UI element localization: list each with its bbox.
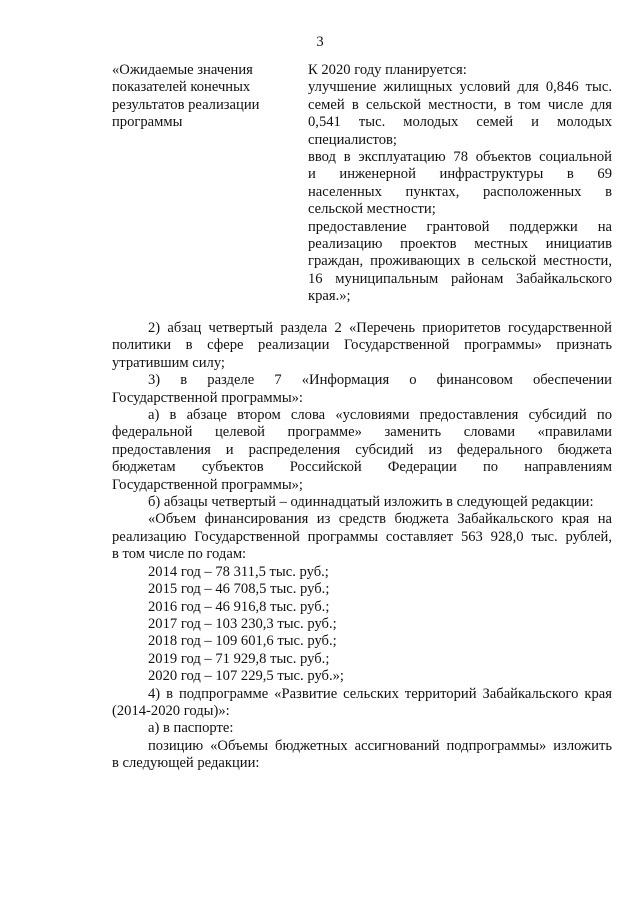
table-value-line: К 2020 году планируется: [308,62,467,78]
year-item: 2018 год – 109 601,6 тыс. руб.; [148,633,337,650]
table-value-line: граждан, проживающих в сельской местности, [308,253,612,270]
paragraph [112,372,612,407]
year-item: 2017 год – 103 230,3 тыс. руб.; [148,615,337,632]
table-value-line: предоставление грантовой поддержки на [308,218,612,235]
paragraph-line: а) в паспорте: [148,720,234,737]
paragraph [112,511,612,563]
table-value-line: населенных пунктах, расположенных в [308,183,612,200]
paragraph-line: политики в сфере реализации Государственной программы» признать [112,337,612,354]
paragraph-line: Государственной программы»: [112,389,303,406]
paragraph [112,738,612,773]
table-value-line: семей в сельской местности, в том числе для [308,96,612,113]
paragraph [112,686,612,721]
paragraph-line: «Объем финансирования из средств бюджета Забайкальского края на [148,511,612,528]
paragraph-line: федеральной целевой программе» заменить словами «правилами [112,424,612,441]
paragraph-line: в том числе по годам: [112,546,247,563]
table-value-line: специалистов; [308,131,397,148]
document-body [112,320,612,773]
paragraph [112,494,612,511]
year-list [112,564,612,686]
paragraph-line: позицию «Объемы бюджетных ассигнований подпрограммы» изложить [148,737,612,754]
year-item: 2016 год – 46 916,8 тыс. руб.; [148,598,330,615]
table-value-line: 16 муниципальным районам Забайкальского [308,270,612,287]
paragraph-line: утратившим силу; [112,354,225,371]
year-item: 2014 год – 78 311,5 тыс. руб.; [148,563,329,580]
table-value-line: края.»; [308,288,351,305]
table-value-line: сельской местности; [308,201,436,218]
table-value-line: улучшение жилищных условий для 0,846 тыс. [308,79,612,96]
paragraph-line: 4) в подпрограмме «Развитие сельских территорий Забайкальского края [148,685,612,702]
paragraph [112,320,612,372]
table-value-line: и инженерной инфраструктуры в 69 [308,166,612,183]
table-value-line: 0,541 тыс. молодых семей и молодых [308,114,612,131]
paragraph [112,407,612,494]
table-label-line: результатов реализации [112,96,260,113]
table-label-line: «Ожидаемые значения [112,62,253,78]
paragraph-line: 2) абзац четвертый раздела 2 «Перечень приоритетов государственной [148,320,612,336]
table-label-line: программы [112,114,183,131]
year-item: 2015 год – 46 708,5 тыс. руб.; [148,581,330,598]
paragraph-line: в следующей редакции: [112,755,260,772]
paragraph [112,720,612,737]
page-number: 3 [316,34,324,50]
year-item: 2020 год – 107 229,5 тыс. руб.»; [148,668,344,685]
paragraph-line: а) в абзаце втором слова «условиями предоставления субсидий по [148,407,612,424]
year-item: 2019 год – 71 929,8 тыс. руб.; [148,650,330,667]
table-label-cell [112,62,292,132]
paragraph-line: 3) в разделе 7 «Информация о финансовом обеспечении [148,372,612,389]
paragraph-line: (2014-2020 годы)»: [112,702,230,719]
table-label-line: показателей конечных [112,79,251,96]
paragraph-line: реализацию Государственной программы составляет 563 928,0 тыс. рублей, [112,528,612,545]
paragraph-line: предоставления и распределения субсидий из федерального бюджета [112,441,612,458]
paragraph-line: б) абзацы четвертый – одиннадцатый изложить в следующей редакции: [148,494,594,511]
paragraph-line: бюджетам субъектов Российской Федерации по направлениям [112,459,612,476]
table-value-cell [308,62,612,306]
table-value-line: реализацию проектов местных инициатив [308,236,612,253]
table-value-line: ввод в эксплуатацию 78 объектов социальной [308,149,612,166]
paragraph-line: Государственной программы»; [112,476,303,493]
